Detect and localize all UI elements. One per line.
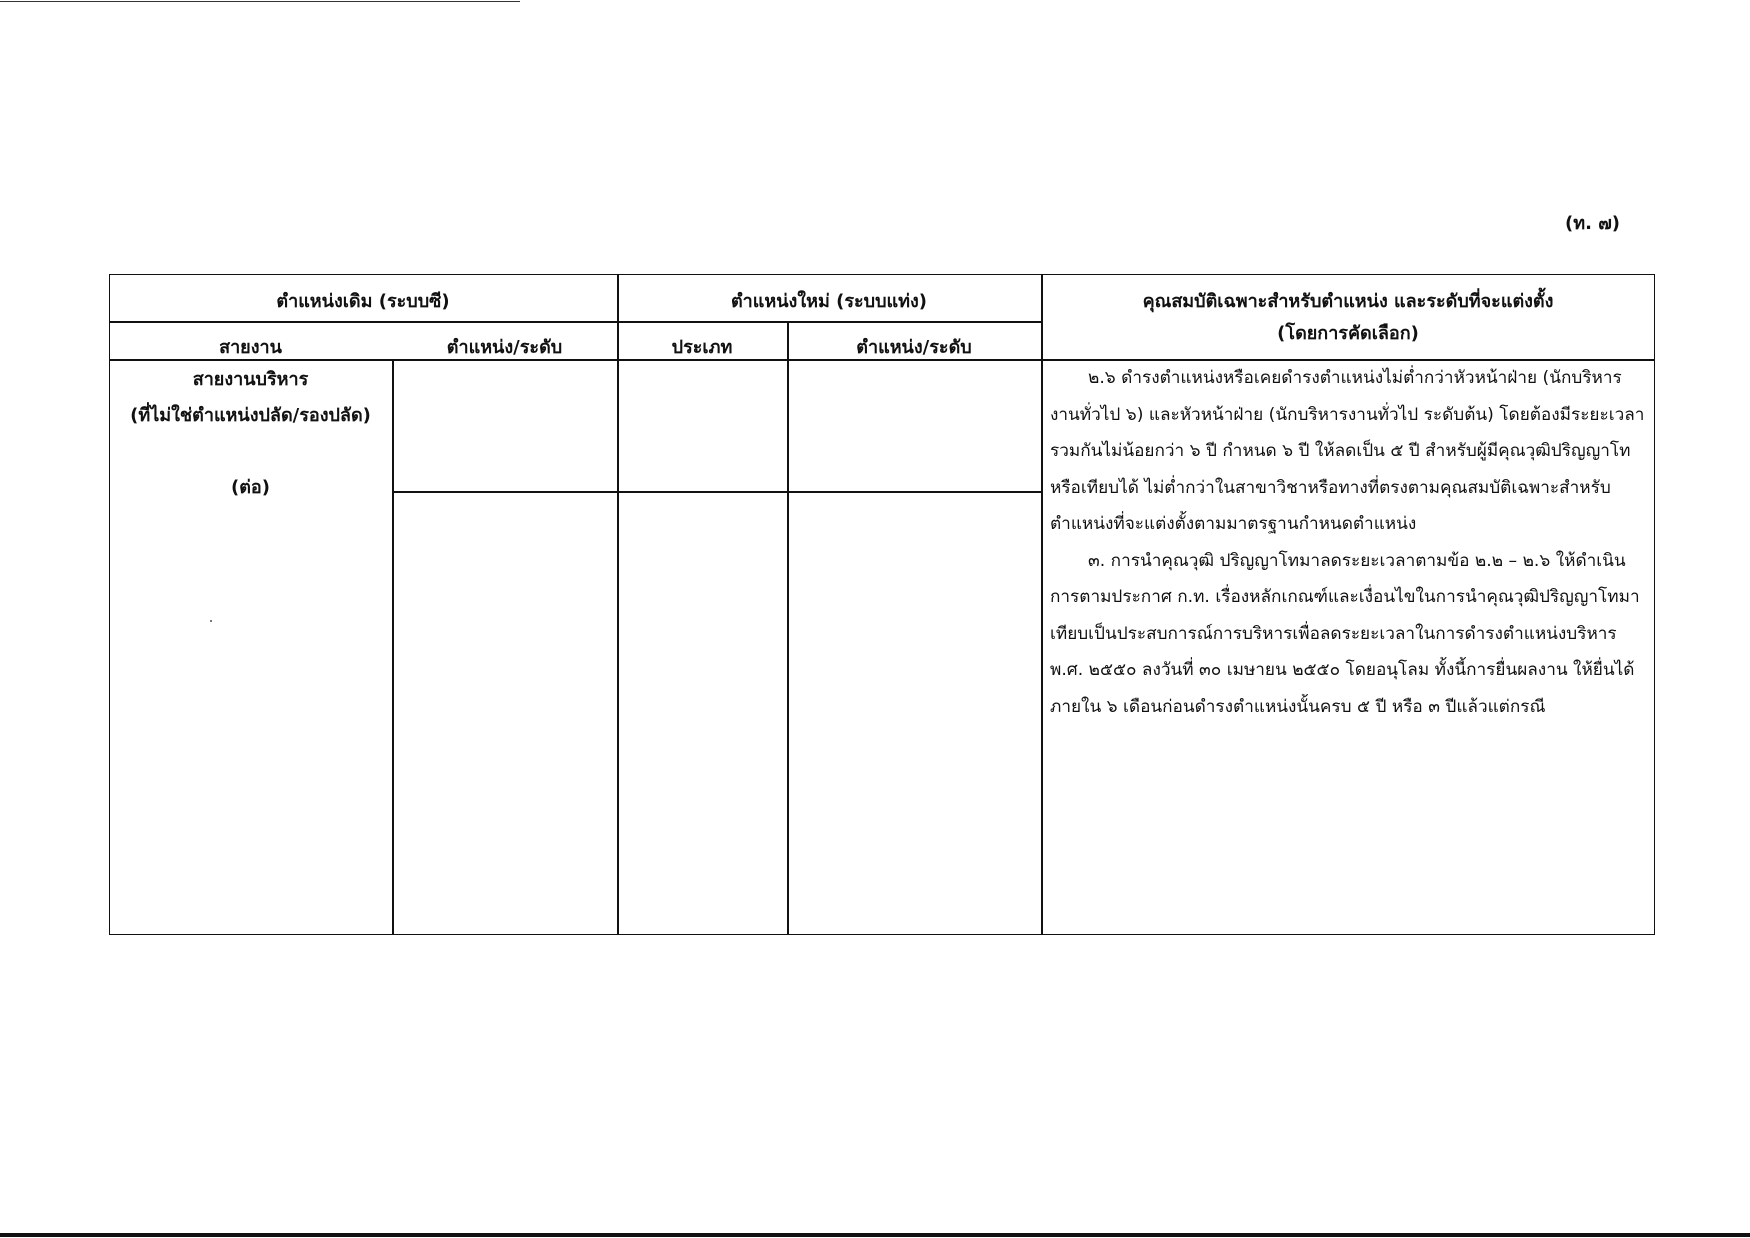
subheader-type: ประเภท bbox=[671, 337, 733, 358]
header-new-position: ตำแหน่งใหม่ (ระบบแท่ง) bbox=[730, 291, 928, 312]
col-divider-1 bbox=[392, 361, 394, 935]
scan-edge-bottom bbox=[0, 1233, 1750, 1237]
header-qualifications-subtitle: (โดยการคัดเลือก) bbox=[1277, 323, 1419, 344]
document-code: (ท. ๗) bbox=[1565, 213, 1620, 234]
row-divider bbox=[392, 491, 1042, 493]
continued-label: (ต่อ) bbox=[231, 477, 270, 498]
line-of-work-title: สายงานบริหาร bbox=[192, 369, 309, 390]
col-divider-4 bbox=[1041, 274, 1043, 935]
qualifications-cell bbox=[1050, 360, 1647, 725]
header-old-position: ตำแหน่งเดิม (ระบบซี) bbox=[276, 291, 450, 312]
header-divider-mid bbox=[109, 321, 1041, 323]
col-divider-3 bbox=[787, 321, 789, 935]
scan-edge-top bbox=[0, 1, 520, 2]
subheader-old-position-level: ตำแหน่ง/ระดับ bbox=[446, 337, 563, 358]
col-divider-2 bbox=[617, 274, 619, 935]
qualification-paragraph-2-6: ๒.๖ ดำรงตำแหน่งหรือเคยดำรงตำแหน่งไม่ต่ำกว่าหัวหน้าฝ่าย (นักบริหารงานทั่วไป ๖) และหัวหน้าฝ่าย (นักบริหารงานทั่วไป ระดับต้น) โดยต้องมีระยะเวลารวมกันไม่น้อยกว่า ๖ ปี กำหนด ๖ ปี ให้ลดเป็น ๕ ปี สำหรับผู้มีคุณวุฒิปริญญาโทหรือเทียบได้ ไม่ต่ำกว่าในสาขาวิชาหรือทางที่ตรงตามคุณสมบัติเฉพาะสำหรับตำแหน่งที่จะแต่งตั้งตามมาตรฐานกำหนดตำแหน่ง bbox=[1050, 368, 1645, 534]
scan-speck bbox=[210, 620, 212, 622]
qualification-paragraph-3: ๓. การนำคุณวุฒิ ปริญญาโทมาลดระยะเวลาตามข้อ ๒.๒ – ๒.๖ ให้ดำเนินการตามประกาศ ก.ท. เรื่องหลักเกณฑ์และเงื่อนไขในการนำคุณวุฒิปริญญาโทมาเทียบเป็นประสบการณ์การบริหารเพื่อลดระยะเวลาในการดำรงตำแหน่งบริหาร พ.ศ. ๒๕๕๐ ลงวันที่ ๓๐ เมษายน ๒๕๕๐ โดยอนุโลม ทั้งนี้การยื่นผลงาน ให้ยื่นได้ภายใน ๖ เดือนก่อนดำรงตำแหน่งนั้นครบ ๕ ปี หรือ ๓ ปีแล้วแต่กรณี bbox=[1050, 550, 1640, 717]
line-of-work-subtitle: (ที่ไม่ใช่ตำแหน่งปลัด/รองปลัด) bbox=[130, 405, 371, 426]
subheader-line-of-work: สายงาน bbox=[219, 337, 282, 358]
subheader-new-position-level: ตำแหน่ง/ระดับ bbox=[856, 337, 972, 358]
header-qualifications: คุณสมบัติเฉพาะสำหรับตำแหน่ง และระดับที่จะแต่งตั้ง bbox=[1142, 291, 1554, 312]
